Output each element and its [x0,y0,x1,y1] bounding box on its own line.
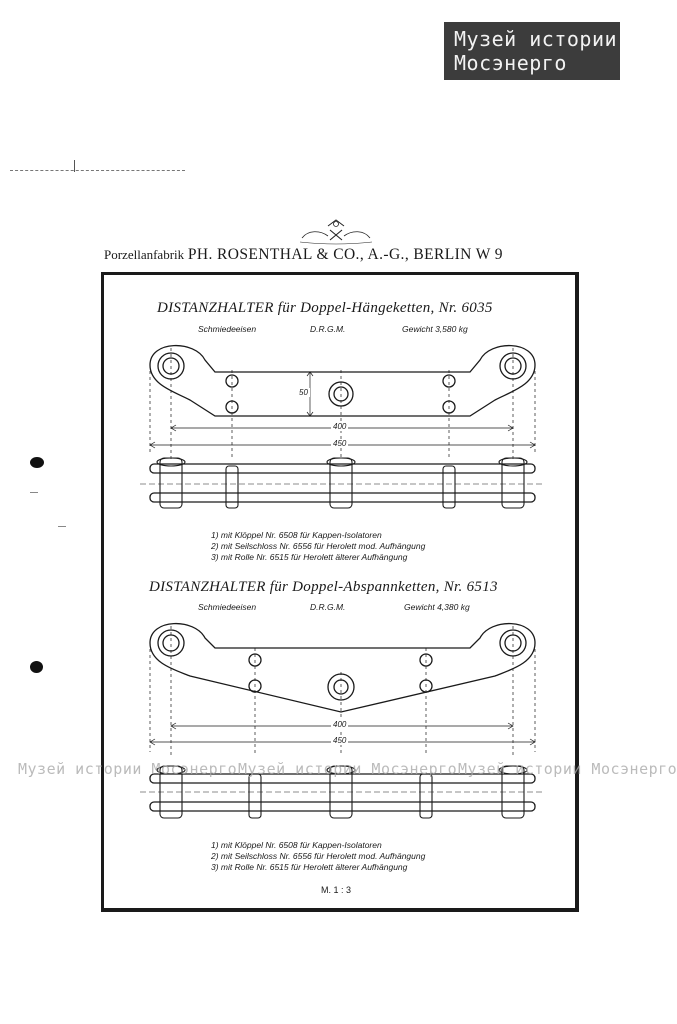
sheet2-dim-outer: 450 [333,736,347,745]
hanger-side-view-1 [140,458,545,508]
sheet1-note-2: 2) mit Seilschloss Nr. 6556 für Herolett mod. Aufhängung [211,541,426,551]
sheet2-material: Schmiedeeisen [198,602,257,612]
museum-logo-line-1: Музей истории [454,27,618,51]
watermark-text: Музей истории Мосэнерго [458,760,677,778]
watermark-text: Музей истории Мосэнерго [18,760,238,778]
sheet1-note-3: 3) mit Rolle Nr. 6515 für Herolett älterer Aufhängung [211,552,408,562]
sheet2-note-3: 3) mit Rolle Nr. 6515 für Herolett älterer Aufhängung [211,862,408,872]
museum-logo-line-2: Мосэнерго [454,51,567,75]
sheet2-note-2: 2) mit Seilschloss Nr. 6556 für Herolett mod. Aufhängung [211,851,426,861]
header-lead: Porzellanfabrik [104,247,185,262]
sheet2-notes [211,840,425,873]
sheet2-note-1: 1) mit Klöppel Nr. 6508 für Kappen-Isolatoren [211,840,382,850]
sheet1-weight: Gewicht 3,580 kg [402,324,468,334]
sheet1-dim-height: 50 [299,388,308,397]
drawing-scale: M. 1 : 3 [321,885,352,895]
sheet2-patent: D.R.G.M. [310,602,346,612]
sheet1-notes [211,530,425,563]
sheet1-dim-inner: 400 [333,422,347,431]
sheet1-note-1: 1) mit Klöppel Nr. 6508 für Kappen-Isolatoren [211,530,382,540]
sheet2-title: DISTANZHALTER für Doppel-Abspannketten, Nr. 6513 [149,579,498,595]
sheet2-weight: Gewicht 4,380 kg [404,602,470,612]
watermark-text: Музей истории Мосэнерго [238,760,458,778]
sheet1-title: DISTANZHALTER für Doppel-Hängeketten, Nr. 6035 [157,300,493,316]
sheet2-dim-inner: 400 [333,720,347,729]
sheet1-patent: D.R.G.M. [310,324,346,334]
sheet1-material: Schmiedeeisen [198,324,257,334]
sheet1-dim-outer: 450 [333,439,347,448]
header-company: PH. ROSENTHAL & CO., A.-G., BERLIN W 9 [187,246,503,263]
